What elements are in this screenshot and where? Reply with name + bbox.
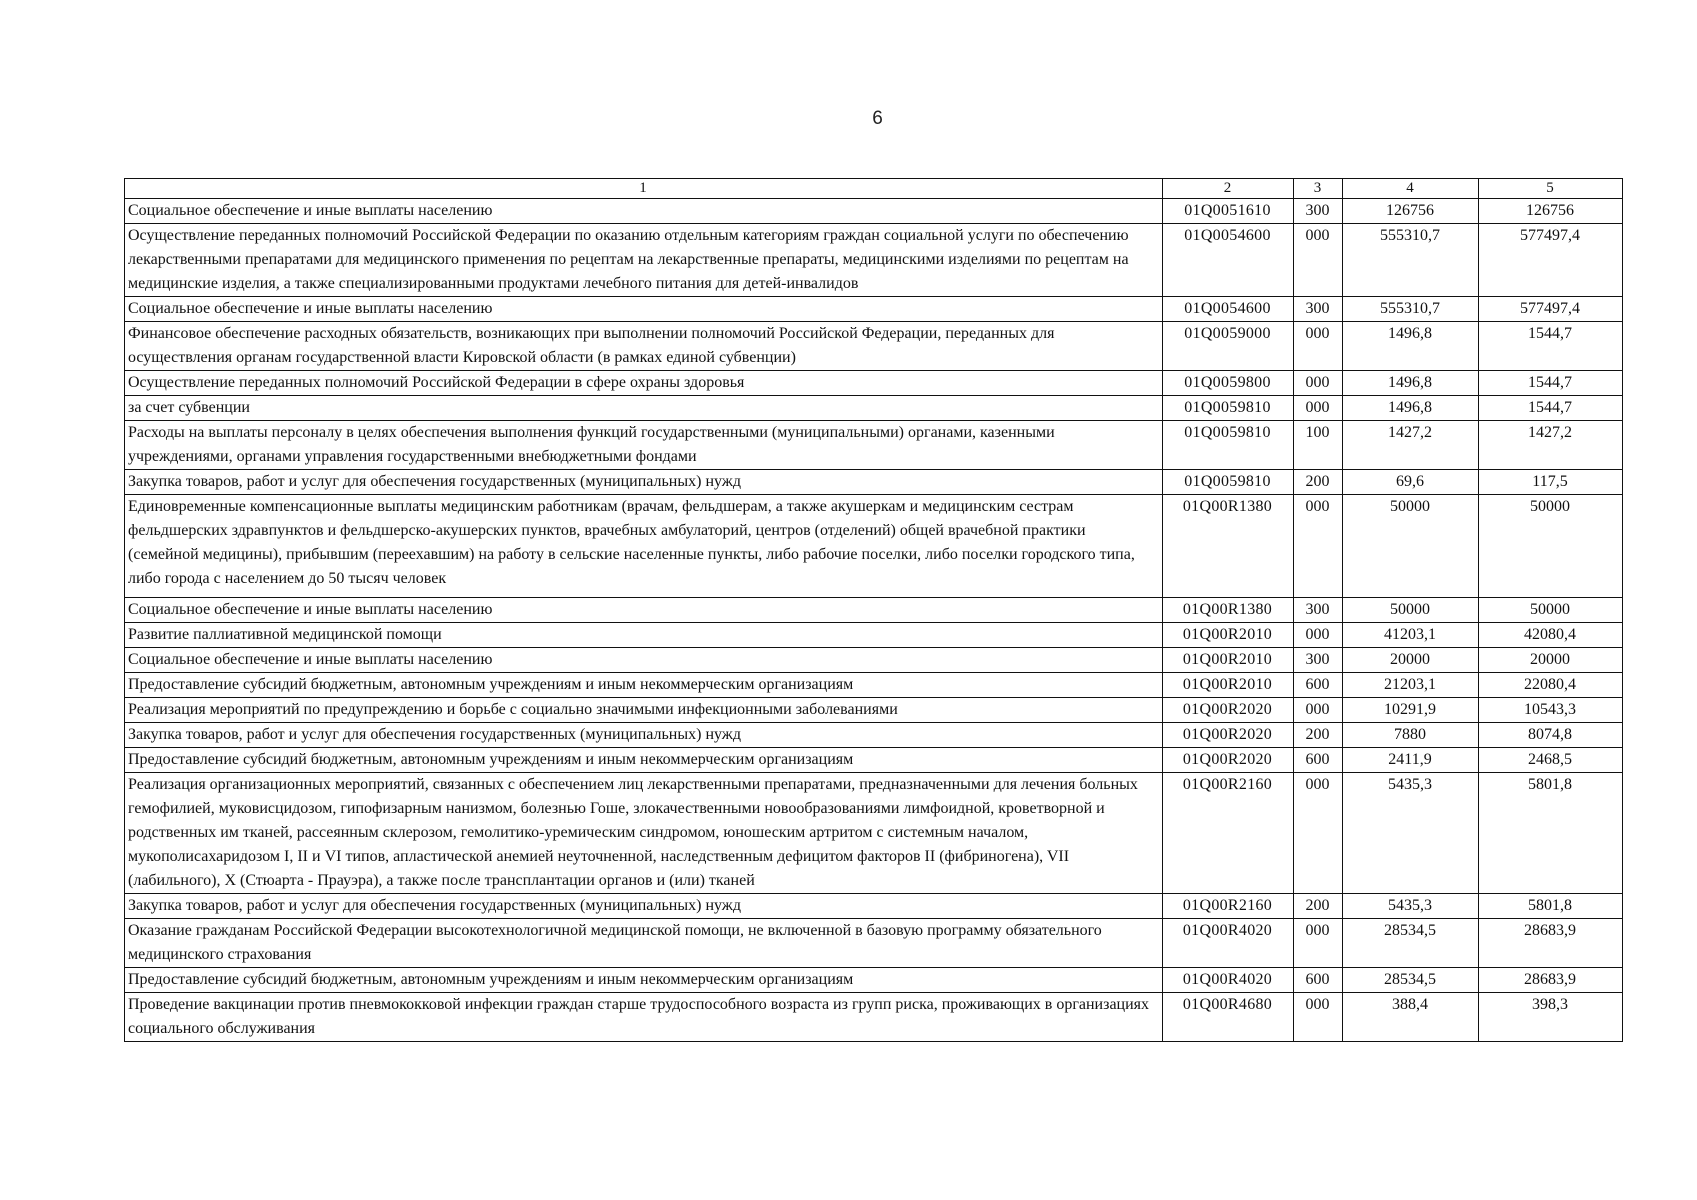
row-name-cell: Развитие паллиативной медицинской помощи <box>125 623 1163 648</box>
table-row <box>125 648 1623 673</box>
row-year1-amount-cell: 20000 <box>1343 648 1479 673</box>
row-code-cell: 01Q00R2010 <box>1163 623 1294 648</box>
table-row <box>125 598 1623 623</box>
table-row <box>125 322 1623 371</box>
table-row <box>125 919 1623 968</box>
table-row <box>125 993 1623 1042</box>
row-code-cell: 01Q00R4020 <box>1163 919 1294 968</box>
table-row <box>125 199 1623 224</box>
row-year2-amount-cell: 5801,8 <box>1479 773 1623 894</box>
row-year1-amount-cell: 555310,7 <box>1343 297 1479 322</box>
row-year2-amount-cell: 577497,4 <box>1479 297 1623 322</box>
row-name-cell: Осуществление переданных полномочий Российской Федерации по оказанию отдельным категориям граждан социальной услуги по обеспечению лекарственными препаратами для медицинского применения по рецептам на лекарственные препараты, медицинскими изделиями по рецептам на медицинские изделия, а также специализированными продуктами лечебного питания для детей-инвалидов <box>125 224 1163 297</box>
table-row <box>125 396 1623 421</box>
table-row <box>125 297 1623 322</box>
row-expense-type-cell: 300 <box>1294 199 1343 224</box>
row-name-cell: Расходы на выплаты персоналу в целях обеспечения выполнения функций государственными (муниципальными) органами, казенными учреждениями, органами управления государственными внебюджетными фондами <box>125 421 1163 470</box>
row-year2-amount-cell: 398,3 <box>1479 993 1623 1042</box>
header-col-2: 2 <box>1163 179 1294 199</box>
row-code-cell: 01Q0059810 <box>1163 421 1294 470</box>
row-year1-amount-cell: 2411,9 <box>1343 748 1479 773</box>
table-row <box>125 623 1623 648</box>
row-name-cell: Проведение вакцинации против пневмококковой инфекции граждан старше трудоспособного возраста из групп риска, проживающих в организациях социального обслуживания <box>125 993 1163 1042</box>
row-year2-amount-cell: 1544,7 <box>1479 371 1623 396</box>
row-year2-amount-cell: 1544,7 <box>1479 322 1623 371</box>
row-name-cell: Осуществление переданных полномочий Российской Федерации в сфере охраны здоровья <box>125 371 1163 396</box>
row-name-cell: Закупка товаров, работ и услуг для обеспечения государственных (муниципальных) нужд <box>125 894 1163 919</box>
row-code-cell: 01Q00R2020 <box>1163 723 1294 748</box>
row-expense-type-cell: 000 <box>1294 224 1343 297</box>
row-code-cell: 01Q00R2020 <box>1163 698 1294 723</box>
row-code-cell: 01Q00R2010 <box>1163 673 1294 698</box>
header-col-3: 3 <box>1294 179 1343 199</box>
table-row <box>125 371 1623 396</box>
table-row <box>125 968 1623 993</box>
row-name-cell: Финансовое обеспечение расходных обязательств, возникающих при выполнении полномочий Российской Федерации, переданных для осуществления органам государственной власти Кировской области (в рамках единой субвенции) <box>125 322 1163 371</box>
row-code-cell: 01Q0059000 <box>1163 322 1294 371</box>
row-year1-amount-cell: 555310,7 <box>1343 224 1479 297</box>
row-name-cell: Социальное обеспечение и иные выплаты населению <box>125 648 1163 673</box>
row-name-cell: Оказание гражданам Российской Федерации высокотехнологичной медицинской помощи, не включенной в базовую программу обязательного медицинского страхования <box>125 919 1163 968</box>
row-name-cell: Реализация мероприятий по предупреждению и борьбе с социально значимыми инфекционными заболеваниями <box>125 698 1163 723</box>
row-year2-amount-cell: 42080,4 <box>1479 623 1623 648</box>
row-expense-type-cell: 200 <box>1294 470 1343 495</box>
row-expense-type-cell: 000 <box>1294 993 1343 1042</box>
row-year1-amount-cell: 28534,5 <box>1343 968 1479 993</box>
header-row <box>125 179 1623 199</box>
row-year2-amount-cell: 28683,9 <box>1479 968 1623 993</box>
row-name-cell: Закупка товаров, работ и услуг для обеспечения государственных (муниципальных) нужд <box>125 723 1163 748</box>
row-year1-amount-cell: 1496,8 <box>1343 396 1479 421</box>
row-name-cell: Социальное обеспечение и иные выплаты населению <box>125 297 1163 322</box>
row-name-cell: Предоставление субсидий бюджетным, автономным учреждениям и иным некоммерческим организациям <box>125 968 1163 993</box>
row-year1-amount-cell: 21203,1 <box>1343 673 1479 698</box>
row-year1-amount-cell: 126756 <box>1343 199 1479 224</box>
row-expense-type-cell: 300 <box>1294 598 1343 623</box>
row-year1-amount-cell: 1496,8 <box>1343 322 1479 371</box>
page-number: 6 <box>872 108 883 129</box>
row-code-cell: 01Q0059810 <box>1163 470 1294 495</box>
row-expense-type-cell: 600 <box>1294 748 1343 773</box>
row-expense-type-cell: 200 <box>1294 723 1343 748</box>
table-row <box>125 748 1623 773</box>
row-year1-amount-cell: 50000 <box>1343 598 1479 623</box>
row-year1-amount-cell: 5435,3 <box>1343 773 1479 894</box>
row-year2-amount-cell: 5801,8 <box>1479 894 1623 919</box>
row-year2-amount-cell: 1544,7 <box>1479 396 1623 421</box>
row-expense-type-cell: 600 <box>1294 968 1343 993</box>
header-col-4: 4 <box>1343 179 1479 199</box>
row-name-cell: Социальное обеспечение и иные выплаты населению <box>125 598 1163 623</box>
table-row <box>125 773 1623 894</box>
row-code-cell: 01Q0059810 <box>1163 396 1294 421</box>
budget-table <box>124 178 1623 1042</box>
table-row <box>125 698 1623 723</box>
row-year2-amount-cell: 20000 <box>1479 648 1623 673</box>
row-year1-amount-cell: 10291,9 <box>1343 698 1479 723</box>
row-code-cell: 01Q0054600 <box>1163 297 1294 322</box>
row-year1-amount-cell: 28534,5 <box>1343 919 1479 968</box>
table-row <box>125 723 1623 748</box>
row-code-cell: 01Q0051610 <box>1163 199 1294 224</box>
row-year1-amount-cell: 1427,2 <box>1343 421 1479 470</box>
row-name-cell: Предоставление субсидий бюджетным, автономным учреждениям и иным некоммерческим организациям <box>125 748 1163 773</box>
row-expense-type-cell: 300 <box>1294 648 1343 673</box>
row-expense-type-cell: 000 <box>1294 623 1343 648</box>
row-code-cell: 01Q0059800 <box>1163 371 1294 396</box>
row-name-cell: Закупка товаров, работ и услуг для обеспечения государственных (муниципальных) нужд <box>125 470 1163 495</box>
row-name-cell: за счет субвенции <box>125 396 1163 421</box>
row-name-cell: Реализация организационных мероприятий, связанных с обеспечением лиц лекарственными препаратами, предназначенными для лечения больных гемофилией, муковисцидозом, гипофизарным нанизмом, болезнью Гоше, злокачественными новообразованиями лимфоидной, кроветворной и родственных им тканей, рассеянным склерозом, гемолитико-уремическим синдромом, юношеским артритом с системным началом, мукополисахаридозом I, II и VI типов, апластической анемией неуточненной, наследственным дефицитом факторов II (фибриногена), VII (лабильного), X (Стюарта - Прауэра), а также после трансплантации органов и (или) тканей <box>125 773 1163 894</box>
row-year2-amount-cell: 2468,5 <box>1479 748 1623 773</box>
row-code-cell: 01Q0054600 <box>1163 224 1294 297</box>
row-year2-amount-cell: 577497,4 <box>1479 224 1623 297</box>
row-year1-amount-cell: 41203,1 <box>1343 623 1479 648</box>
row-year1-amount-cell: 5435,3 <box>1343 894 1479 919</box>
row-expense-type-cell: 000 <box>1294 396 1343 421</box>
row-year1-amount-cell: 388,4 <box>1343 993 1479 1042</box>
row-expense-type-cell: 300 <box>1294 297 1343 322</box>
row-year2-amount-cell: 50000 <box>1479 495 1623 598</box>
row-year2-amount-cell: 1427,2 <box>1479 421 1623 470</box>
row-year2-amount-cell: 10543,3 <box>1479 698 1623 723</box>
row-year1-amount-cell: 50000 <box>1343 495 1479 598</box>
row-code-cell: 01Q00R1380 <box>1163 598 1294 623</box>
table-row <box>125 673 1623 698</box>
row-code-cell: 01Q00R2160 <box>1163 773 1294 894</box>
header-col-5: 5 <box>1479 179 1623 199</box>
table-row <box>125 470 1623 495</box>
header-col-1: 1 <box>125 179 1163 199</box>
row-code-cell: 01Q00R4020 <box>1163 968 1294 993</box>
table-body <box>125 199 1623 1042</box>
row-expense-type-cell: 100 <box>1294 421 1343 470</box>
table-row <box>125 224 1623 297</box>
row-year2-amount-cell: 117,5 <box>1479 470 1623 495</box>
row-expense-type-cell: 200 <box>1294 894 1343 919</box>
row-year1-amount-cell: 7880 <box>1343 723 1479 748</box>
row-year2-amount-cell: 126756 <box>1479 199 1623 224</box>
row-expense-type-cell: 000 <box>1294 371 1343 396</box>
row-year2-amount-cell: 8074,8 <box>1479 723 1623 748</box>
row-expense-type-cell: 000 <box>1294 919 1343 968</box>
row-code-cell: 01Q00R2020 <box>1163 748 1294 773</box>
row-code-cell: 01Q00R1380 <box>1163 495 1294 598</box>
table-header <box>125 179 1623 199</box>
row-name-cell: Предоставление субсидий бюджетным, автономным учреждениям и иным некоммерческим организациям <box>125 673 1163 698</box>
row-code-cell: 01Q00R2010 <box>1163 648 1294 673</box>
row-year2-amount-cell: 50000 <box>1479 598 1623 623</box>
row-year1-amount-cell: 1496,8 <box>1343 371 1479 396</box>
row-code-cell: 01Q00R2160 <box>1163 894 1294 919</box>
row-name-cell: Единовременные компенсационные выплаты медицинским работникам (врачам, фельдшерам, а также акушеркам и медицинским сестрам фельдшерских здравпунктов и фельдшерско-акушерских пунктов, врачебных амбулаторий, центров (отделений) общей врачебной практики (семейной медицины), прибывшим (переехавшим) на работу в сельские населенные пункты, либо рабочие поселки, либо поселки городского типа, либо города с населением до 50 тысяч человек <box>125 495 1163 598</box>
row-year2-amount-cell: 28683,9 <box>1479 919 1623 968</box>
row-name-cell: Социальное обеспечение и иные выплаты населению <box>125 199 1163 224</box>
table-row <box>125 495 1623 598</box>
row-year2-amount-cell: 22080,4 <box>1479 673 1623 698</box>
row-expense-type-cell: 000 <box>1294 495 1343 598</box>
table-row <box>125 421 1623 470</box>
row-code-cell: 01Q00R4680 <box>1163 993 1294 1042</box>
table-row <box>125 894 1623 919</box>
row-expense-type-cell: 000 <box>1294 773 1343 894</box>
row-expense-type-cell: 000 <box>1294 698 1343 723</box>
row-year1-amount-cell: 69,6 <box>1343 470 1479 495</box>
row-expense-type-cell: 600 <box>1294 673 1343 698</box>
row-expense-type-cell: 000 <box>1294 322 1343 371</box>
